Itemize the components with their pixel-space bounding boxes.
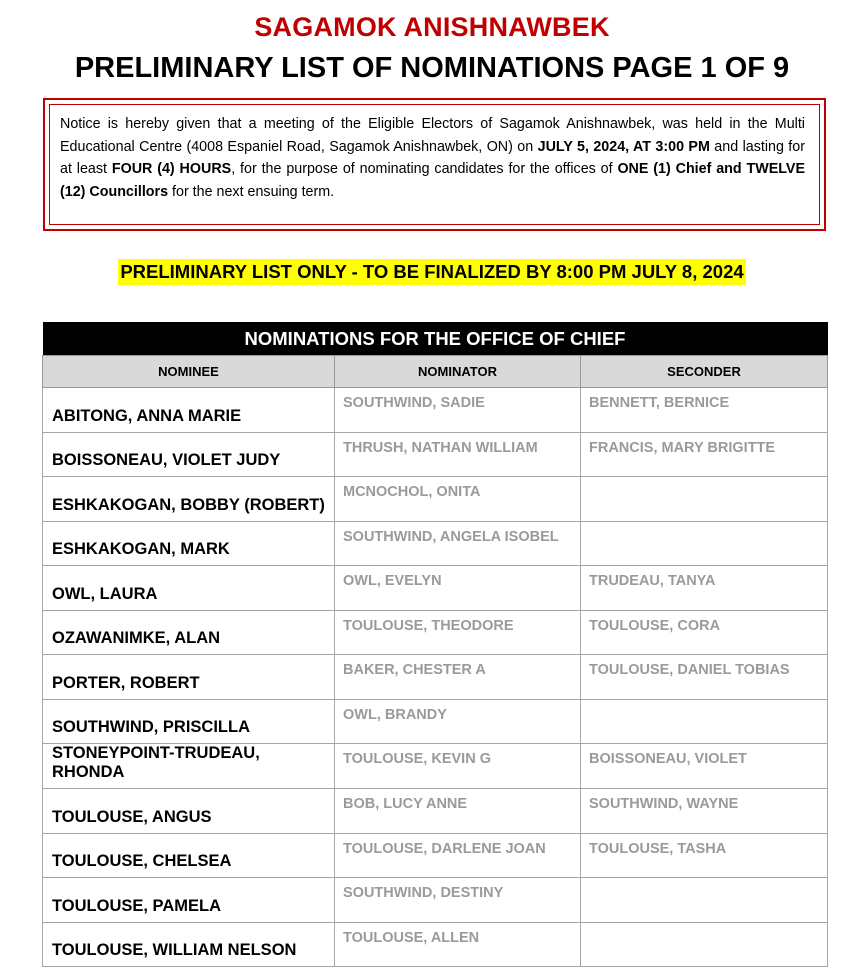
cell-nominator: TOULOUSE, KEVIN G xyxy=(335,744,581,789)
table-row xyxy=(43,566,828,611)
table-row xyxy=(43,388,828,433)
column-header-nominee: NOMINEE xyxy=(43,356,335,388)
notice-date: JULY 5, 2024, AT 3:00 PM xyxy=(537,138,710,155)
cell-nominator: BOB, LUCY ANNE xyxy=(335,789,581,834)
preliminary-banner xyxy=(0,261,864,283)
cell-nominator: SOUTHWIND, DESTINY xyxy=(335,878,581,923)
cell-nominator: TOULOUSE, ALLEN xyxy=(335,922,581,967)
notice-part-2: and lasting for at least xyxy=(60,138,805,177)
cell-nominator: TOULOUSE, THEODORE xyxy=(335,610,581,655)
table-row xyxy=(43,655,828,700)
cell-seconder: TRUDEAU, TANYA xyxy=(581,566,828,611)
notice-box xyxy=(43,98,826,231)
table-row xyxy=(43,744,828,789)
cell-seconder: TOULOUSE, DANIEL TOBIAS xyxy=(581,655,828,700)
table-heading: NOMINATIONS FOR THE OFFICE OF CHIEF xyxy=(43,322,828,356)
cell-nominator: SOUTHWIND, ANGELA ISOBEL xyxy=(335,521,581,566)
table-row xyxy=(43,878,828,923)
cell-seconder xyxy=(581,477,828,522)
notice-part-1: Notice is hereby given that a meeting of the Eligible Electors of Sagamok Anishnawbek, was held in the Multi Educational Centre (4008 Espaniel Road, Sagamok Anishnawbek, ON) on xyxy=(60,116,805,155)
cell-nominee: TOULOUSE, PAMELA xyxy=(43,878,335,923)
table-row xyxy=(43,833,828,878)
cell-nominator: THRUSH, NATHAN WILLIAM xyxy=(335,432,581,477)
cell-seconder: BOISSONEAU, VIOLET xyxy=(581,744,828,789)
cell-nominator: MCNOCHOL, ONITA xyxy=(335,477,581,522)
cell-nominee: TOULOUSE, ANGUS xyxy=(43,789,335,834)
notice-text xyxy=(60,113,805,203)
cell-nominator: OWL, EVELYN xyxy=(335,566,581,611)
cell-seconder: TOULOUSE, TASHA xyxy=(581,833,828,878)
preliminary-banner-text: PRELIMINARY LIST ONLY - TO BE FINALIZED BY 8:00 PM JULY 8, 2024 xyxy=(118,259,745,285)
chief-nominations-table xyxy=(42,322,828,967)
cell-nominee: SOUTHWIND, PRISCILLA xyxy=(43,699,335,744)
cell-nominee: OWL, LAURA xyxy=(43,566,335,611)
table-row xyxy=(43,477,828,522)
notice-part-3: , for the purpose of nominating candidates for the offices of xyxy=(231,161,618,177)
cell-seconder xyxy=(581,878,828,923)
table-row xyxy=(43,789,828,834)
cell-seconder xyxy=(581,521,828,566)
cell-seconder xyxy=(581,699,828,744)
cell-nominee: ESHKAKOGAN, MARK xyxy=(43,521,335,566)
notice-duration: FOUR (4) HOURS xyxy=(111,161,232,177)
table-row xyxy=(43,610,828,655)
cell-nominator: BAKER, CHESTER A xyxy=(335,655,581,700)
cell-nominee: TOULOUSE, CHELSEA xyxy=(43,833,335,878)
cell-seconder xyxy=(581,922,828,967)
cell-nominee: OZAWANIMKE, ALAN xyxy=(43,610,335,655)
cell-seconder: TOULOUSE, CORA xyxy=(581,610,828,655)
cell-nominee: ABITONG, ANNA MARIE xyxy=(43,388,335,433)
table-row xyxy=(43,521,828,566)
table-row xyxy=(43,699,828,744)
cell-nominator: OWL, BRANDY xyxy=(335,699,581,744)
page-title: PRELIMINARY LIST OF NOMINATIONS PAGE 1 OF 9 xyxy=(74,52,790,84)
column-header-nominator: NOMINATOR xyxy=(335,356,581,388)
cell-seconder: FRANCIS, MARY BRIGITTE xyxy=(581,432,828,477)
cell-seconder: SOUTHWIND, WAYNE xyxy=(581,789,828,834)
cell-nominee: STONEYPOINT-TRUDEAU, RHONDA xyxy=(43,744,335,789)
table-row xyxy=(43,432,828,477)
notice-part-4: for the next ensuing term. xyxy=(168,183,335,200)
cell-nominator: TOULOUSE, DARLENE JOAN xyxy=(335,833,581,878)
organization-name: SAGAMOK ANISHNAWBEK xyxy=(254,12,610,42)
column-header-seconder: SECONDER xyxy=(581,356,828,388)
cell-seconder: BENNETT, BERNICE xyxy=(581,388,828,433)
cell-nominee: BOISSONEAU, VIOLET JUDY xyxy=(43,432,335,477)
notice-offices: ONE (1) Chief and TWELVE (12) Councillors xyxy=(60,161,806,200)
cell-nominee: TOULOUSE, WILLIAM NELSON xyxy=(43,922,335,967)
cell-nominee: PORTER, ROBERT xyxy=(43,655,335,700)
cell-nominator: SOUTHWIND, SADIE xyxy=(335,388,581,433)
table-row xyxy=(43,922,828,967)
cell-nominee: ESHKAKOGAN, BOBBY (ROBERT) xyxy=(43,477,335,522)
